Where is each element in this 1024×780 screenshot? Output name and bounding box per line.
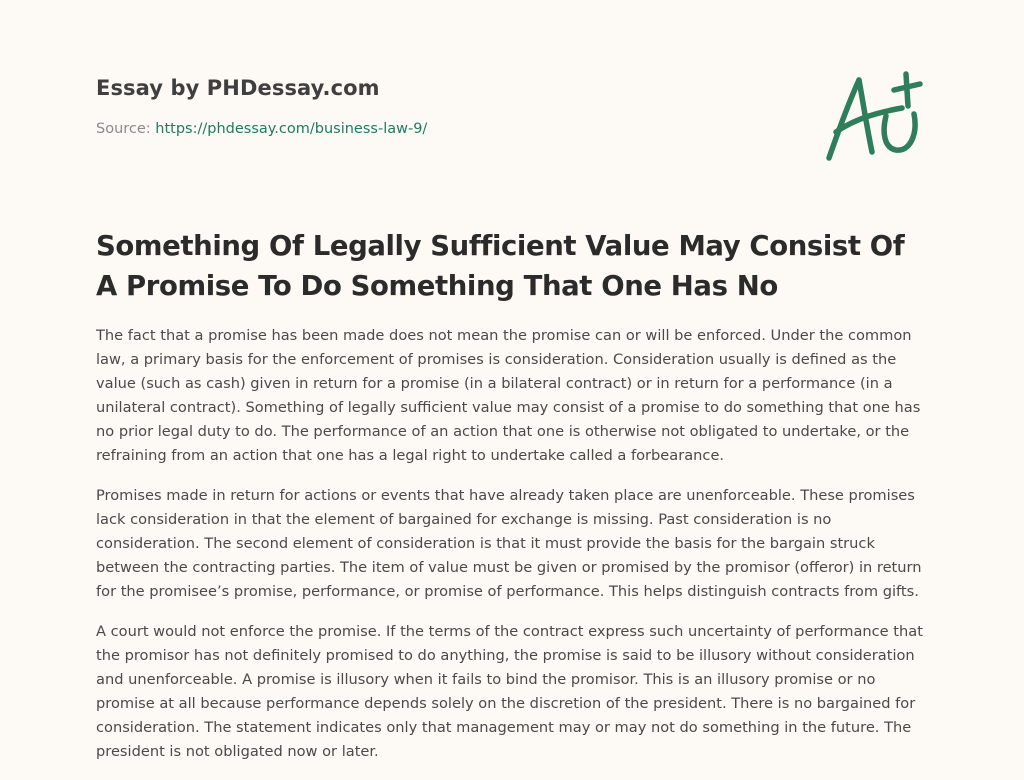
- a-plus-logo-icon: [822, 68, 926, 164]
- essay-paragraph: Promises made in return for actions or events that have already taken place are unenforceable. These promises lack consideration in that the element of bargained for exchange is missing. Past consideration is no consideration. The second element of consideration is that it must provide the basis for the bargain struck between the contracting parties. The item of value must be given or promised by the promisor (offeror) in return for the promisee’s promise, performance, or promise of performance. This helps distinguish contracts from gifts.: [96, 487, 922, 600]
- essay-paragraph: A court would not enforce the promise. If the terms of the contract express such uncertainty of performance that the promisor has not definitely promised to do anything, the promise is said to be illusory without consideration and unenforceable. A promise is illusory when it fails to bind the promisor. This is an illusory promise or no promise at all because performance depends solely on the discretion of the president. There is no bargained for consideration. The statement indicates only that management may or may not do something in the future. The president is not obligated now or later.: [96, 623, 923, 760]
- essay-header: [96, 76, 427, 137]
- essay-body: [96, 324, 926, 780]
- essay-paragraph: The fact that a promise has been made does not mean the promise can or will be enforced. Under the common law, a primary basis for the enforcement of promises is consideration. Consideration usually is defined as the value (such as cash) given in return for a promise (in a bilateral contract) or in return for a performance (in a unilateral contract). Something of legally sufficient value may consist of a promise to do something that one has no prior legal duty to do. The performance of an action that one is otherwise not obligated to undertake, or the refraining from an action that one has a legal right to undertake called a forbearance.: [96, 327, 921, 464]
- essay-title: Something Of Legally Sufficient Value May Consist Of A Promise To Do Something That One Has No: [96, 230, 905, 302]
- source-line: [96, 121, 427, 137]
- source-label: Source:: [96, 121, 156, 137]
- brand-title: Essay by PHDessay.com: [96, 76, 380, 100]
- source-link[interactable]: https://phdessay.com/business-law-9/: [155, 121, 428, 137]
